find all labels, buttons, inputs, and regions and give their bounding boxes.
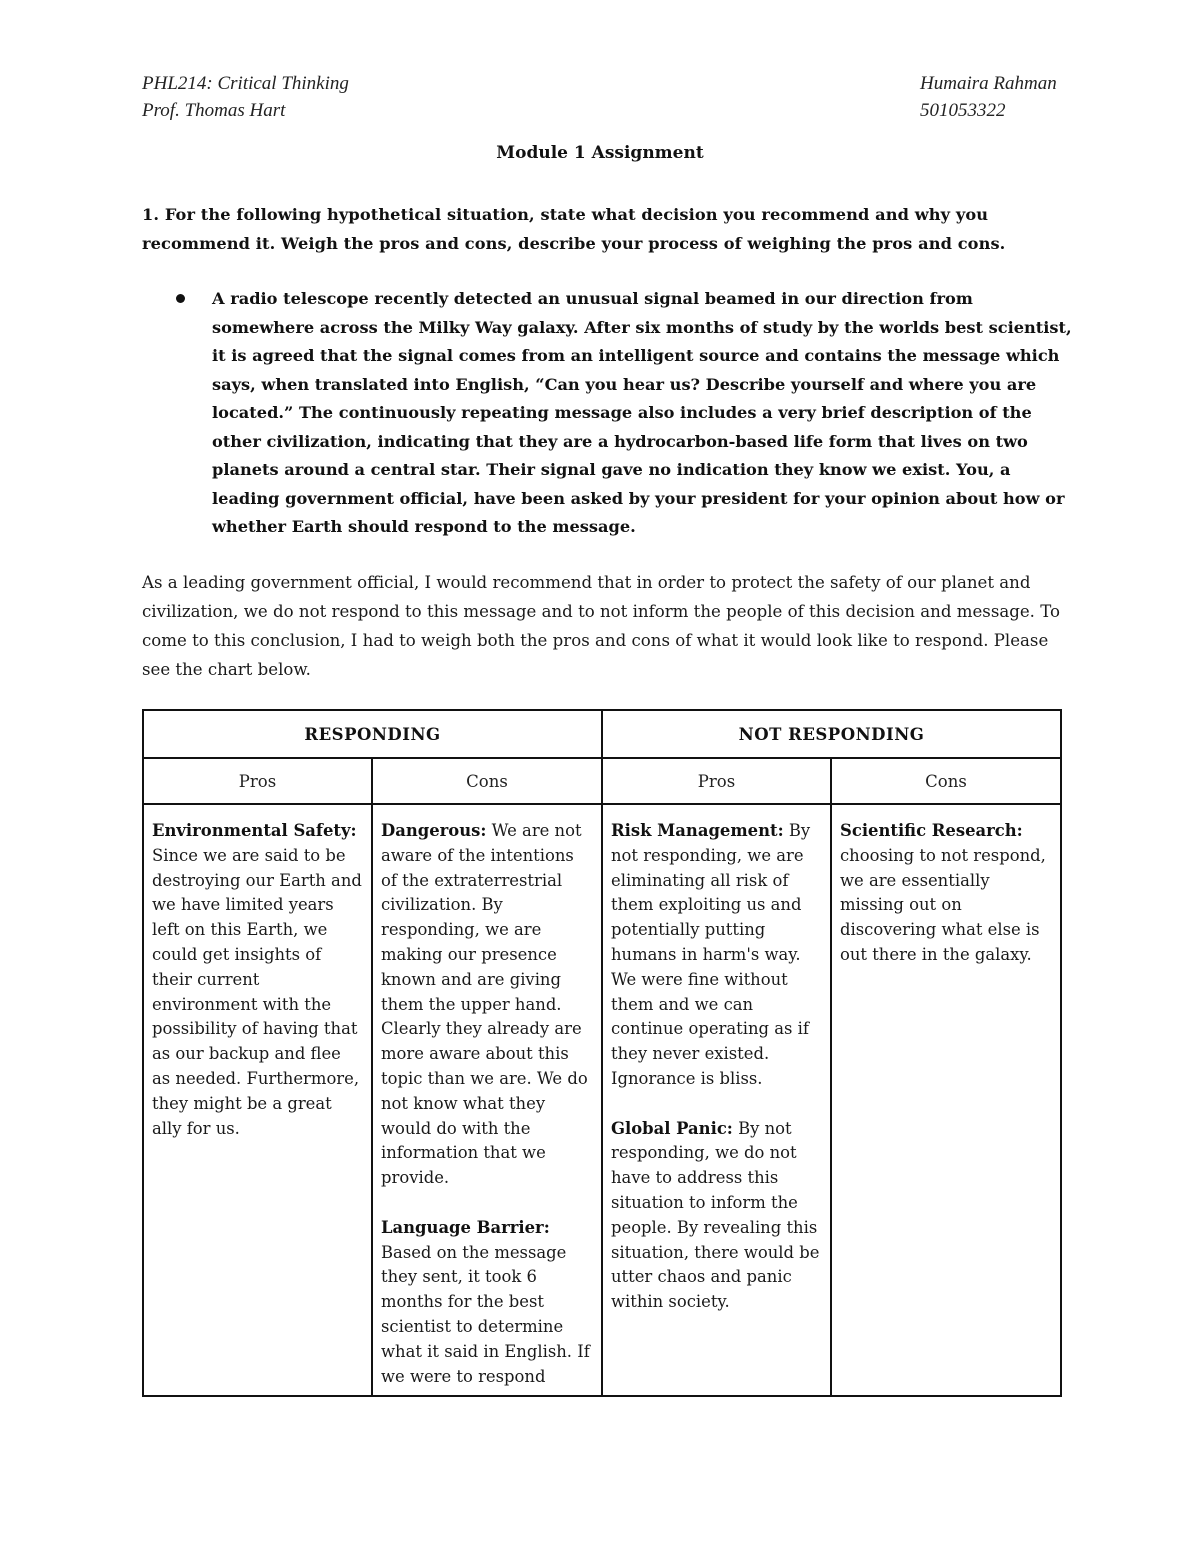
page-title: Module 1 Assignment — [496, 143, 704, 163]
subheader-not-responding-cons: Cons — [831, 758, 1061, 804]
question-text: 1. For the following hypothetical situation, state what decision you recommend and why you recommend it. Weigh the pros and cons, describe your process of weighing the pros and cons. — [142, 205, 1006, 253]
entry — [152, 819, 363, 1141]
entry — [611, 819, 822, 1092]
pros-cons-table — [142, 709, 1062, 1397]
entry-heading: Scientific Research: — [840, 821, 1023, 840]
subheader-row — [143, 758, 1061, 804]
entry-heading: Risk Management: — [611, 821, 784, 840]
entry-heading: Global Panic: — [611, 1118, 733, 1138]
entry — [611, 1117, 822, 1315]
header-left — [142, 70, 349, 124]
subheader-responding-pros: Pros — [143, 758, 372, 804]
entry-heading: Dangerous: — [381, 821, 487, 840]
entry — [381, 1216, 593, 1390]
cell-not-responding-pros — [602, 804, 831, 1396]
cell-responding-pros — [143, 804, 372, 1396]
course-name: PHL214: Critical Thinking — [142, 73, 349, 94]
entry-heading: Environmental Safety: — [152, 821, 357, 840]
professor-name: Prof. Thomas Hart — [142, 100, 286, 121]
student-id: 501053322 — [920, 100, 1006, 121]
cell-responding-cons — [372, 804, 602, 1396]
entry-text: Since we are said to be destroying our Earth and we have limited years left on this Earth, we could get insights of their current environment with the possibility of having that as our backup and flee as needed. Furthermore, they might be a great ally for us. — [152, 845, 362, 1138]
cell-not-responding-cons — [831, 804, 1061, 1396]
subheader-not-responding-pros: Pros — [602, 758, 831, 804]
subheader-responding-cons: Cons — [372, 758, 602, 804]
student-name: Humaira Rahman — [920, 73, 1057, 94]
entry-text: By not responding, we are eliminating all risk of them exploiting us and potentially putting humans in harm's way. We were fine without them and we can continue operating as if they never existed. Ignorance is bliss. — [611, 821, 811, 1088]
entry-text: By not responding, we do not have to address this situation to inform the people. By revealing this situation, there would be utter chaos and panic within society. — [611, 1118, 820, 1312]
answer-paragraph: As a leading government official, I would recommend that in order to protect the safety of our planet and civilization, we do not respond to this message and to not inform the people of this decision and message. To come to this conclusion, I had to weigh both the pros and cons of what it would look like to respond. Please see the chart below. — [142, 573, 1060, 679]
entry — [381, 819, 593, 1191]
group-header-responding: RESPONDING — [143, 710, 602, 758]
entry-text: choosing to not respond, we are essentially missing out on discovering what else is out there in the galaxy. — [840, 845, 1046, 964]
bullet-icon — [176, 294, 185, 303]
entry-text: We are not aware of the intentions of the extraterrestrial civilization. By responding, we are making our presence known and are giving them the upper hand. Clearly they already are more aware about this topic than we are. We do not know what they would do with the information that we provide. — [381, 821, 588, 1188]
scenario-text: A radio telescope recently detected an unusual signal beamed in our direction from somewhere across the Milky Way galaxy. After six months of study by the worlds best scientist, it is agreed that the signal comes from an intelligent source and contains the message which says, when translated into English, “Can you hear us? Describe yourself and where you are located.” The continuously repeating message also includes a very brief description of the other civilization, indicating that they are a hydrocarbon-based life form that lives on two planets around a central star. Their signal gave no indication they know we exist. You, a leading government official, have been asked by your president for your opinion about how or whether Earth should respond to the message. — [212, 289, 1072, 536]
entry-heading: Language Barrier: — [381, 1217, 550, 1237]
entry-text: Based on the message they sent, it took 6 months for the best scientist to determine what it said in English. If we were to respond — [381, 1242, 590, 1386]
header-right — [920, 70, 1057, 124]
content-row — [143, 804, 1061, 1396]
group-header-not-responding: NOT RESPONDING — [602, 710, 1061, 758]
entry — [840, 819, 1052, 968]
group-header-row — [143, 710, 1061, 758]
